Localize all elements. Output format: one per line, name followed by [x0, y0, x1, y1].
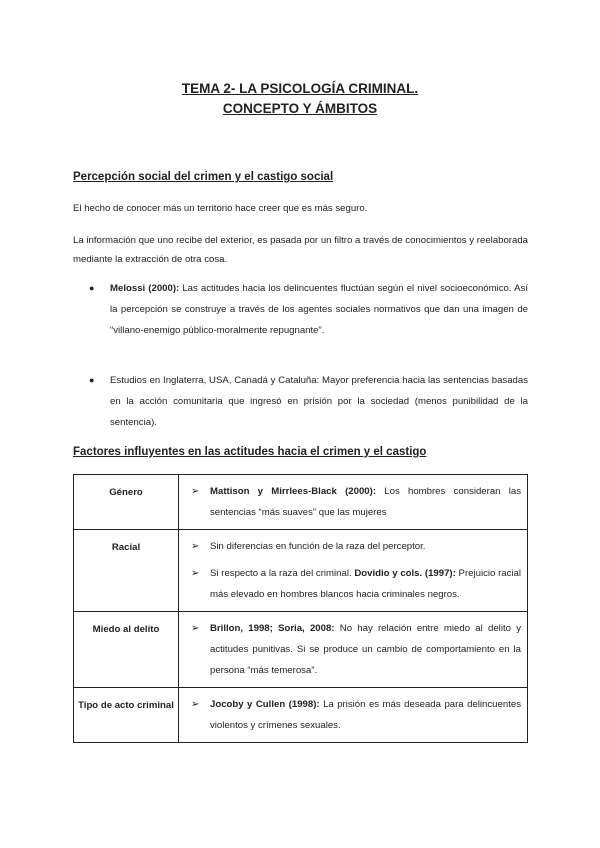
table-row: [74, 688, 528, 743]
table-row: [74, 612, 528, 688]
title-line-2: CONCEPTO Y ÁMBITOS: [222, 101, 378, 116]
table-row: [74, 475, 528, 530]
arrow-bullet-icon: ➢: [191, 541, 200, 552]
arrow-bullet-icon: ➢: [191, 486, 200, 497]
bullet-citation: Melossi (2000):: [110, 283, 180, 294]
section-heading-factors: Factores influyentes en las actitudes hacia el crimen y el castigo: [73, 446, 427, 458]
page-title: [0, 79, 600, 119]
bullet-text: Estudios en Inglaterra, USA, Canadá y Cataluña: Mayor preferencia hacia las sentencias basadas en la acción comunitaria que ingresó en prisión por la sociedad (menos punibilidad de la sentencia).: [110, 375, 528, 428]
row-label: Racial: [74, 530, 179, 612]
row-label: Tipo de acto criminal: [74, 688, 179, 743]
row-content: [179, 612, 528, 688]
entry-text: Los hombres consideran las sentencias “más suaves” que las mujeres: [210, 486, 521, 518]
entry-text: La prisión es más deseada para delincuentes violentos y crímenes sexuales.: [210, 699, 521, 731]
row-label: Miedo al delito: [74, 612, 179, 688]
table-row: [74, 530, 528, 612]
entry-text: Prejuicio racial más elevado en hombres blancos hacia criminales negros.: [210, 568, 521, 600]
bullet-icon: ●: [89, 283, 95, 293]
list-item: [179, 481, 527, 523]
list-item: [179, 618, 527, 681]
bullet-text: Las actitudes hacia los delincuentes fluctúan según el nivel socioeconómico. Así la percepción se construye a través de los agentes sociales normativos que dan una imagen de “villano-enemigo público-moralmente repugnante”.: [110, 283, 528, 336]
list-item: [179, 536, 527, 557]
row-content: [179, 688, 528, 743]
section-heading-perception: Percepción social del crimen y el castigo social: [73, 171, 334, 183]
paragraph-1: El hecho de conocer más un territorio hace creer que es más seguro.: [73, 203, 368, 214]
row-content: [179, 530, 528, 612]
citation: Mattison y Mirrlees-Black (2000):: [210, 486, 377, 497]
citation: Dovidio y cols. (1997):: [354, 568, 456, 579]
citation: Brillon, 1998; Soria, 2008:: [210, 623, 335, 634]
arrow-bullet-icon: ➢: [191, 699, 200, 710]
list-item: [179, 563, 527, 605]
entry-pre-text: Si respecto a la raza del criminal.: [210, 568, 355, 579]
bullet-icon: ●: [89, 375, 95, 385]
entry-text: Sin diferencias en función de la raza del perceptor.: [210, 541, 426, 552]
factors-table: [73, 474, 528, 743]
entry-text: No hay relación entre miedo al delito y actitudes punitivas. Si se produce un cambio de comportamiento en la persona “más temerosa”.: [210, 623, 521, 676]
bullet-item-studies: [110, 370, 528, 433]
row-label: Género: [74, 475, 179, 530]
row-content: [179, 475, 528, 530]
arrow-bullet-icon: ➢: [191, 623, 200, 634]
paragraph-2: La información que uno recibe del exterior, es pasada por un filtro a través de conocimientos y reelaborada mediante la extracción de otra cosa.: [73, 235, 528, 265]
title-line-1: TEMA 2- LA PSICOLOGÍA CRIMINAL.: [181, 81, 419, 96]
bullet-item-melossi: [110, 278, 528, 341]
arrow-bullet-icon: ➢: [191, 568, 200, 579]
citation: Jocoby y Cullen (1998):: [210, 699, 320, 710]
list-item: [179, 694, 527, 736]
